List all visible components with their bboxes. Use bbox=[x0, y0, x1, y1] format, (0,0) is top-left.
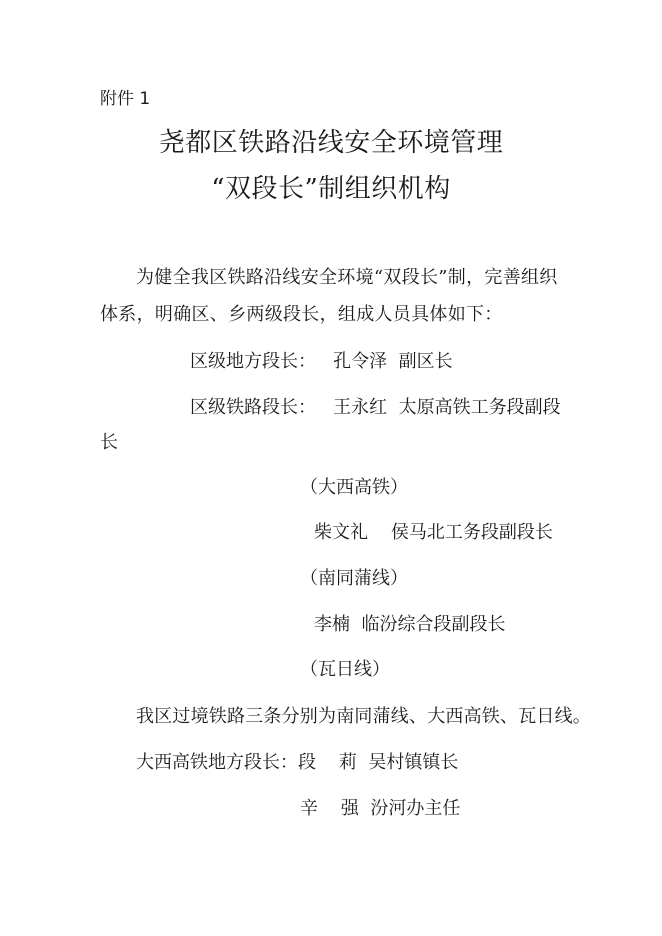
district-local-leader: 区级地方段长： 孔令泽 副区长 bbox=[190, 351, 453, 372]
document-title-line-2: “双段长”制组织机构 bbox=[211, 174, 451, 204]
daxi-local-leader-line-1: 大西高铁地方段长：段 莉 吴村镇镇长 bbox=[136, 752, 459, 773]
intro-paragraph-line-2: 体系，明确区、乡两级段长，组成人员具体如下： bbox=[100, 304, 503, 325]
railway-line-label-wari: （瓦日线） bbox=[300, 659, 390, 680]
district-railway-leader-line-2: 长 bbox=[100, 432, 118, 453]
cross-border-railways-paragraph: 我区过境铁路三条分别为南同蒲线、大西高铁、瓦日线。 bbox=[136, 706, 591, 727]
railway-line-label-daxi: （大西高铁） bbox=[300, 477, 408, 498]
district-railway-leader-line-1: 区级铁路段长： 王永红 太原高铁工务段副段 bbox=[190, 397, 561, 418]
document-title-line-1: 尧都区铁路沿线安全环境管理 bbox=[158, 128, 504, 158]
leader-li-nan: 李楠 临汾综合段副段长 bbox=[314, 614, 506, 635]
daxi-local-leader-line-2: 辛 强 汾河办主任 bbox=[300, 798, 461, 819]
railway-line-label-nantongpu: （南同蒲线） bbox=[300, 568, 408, 589]
leader-chai-wenli: 柴文礼 侯马北工务段副段长 bbox=[314, 522, 553, 543]
intro-paragraph-line-1: 为健全我区铁路沿线安全环境“双段长”制，完善组织 bbox=[136, 267, 558, 288]
attachment-label: 附件 1 bbox=[100, 89, 151, 109]
